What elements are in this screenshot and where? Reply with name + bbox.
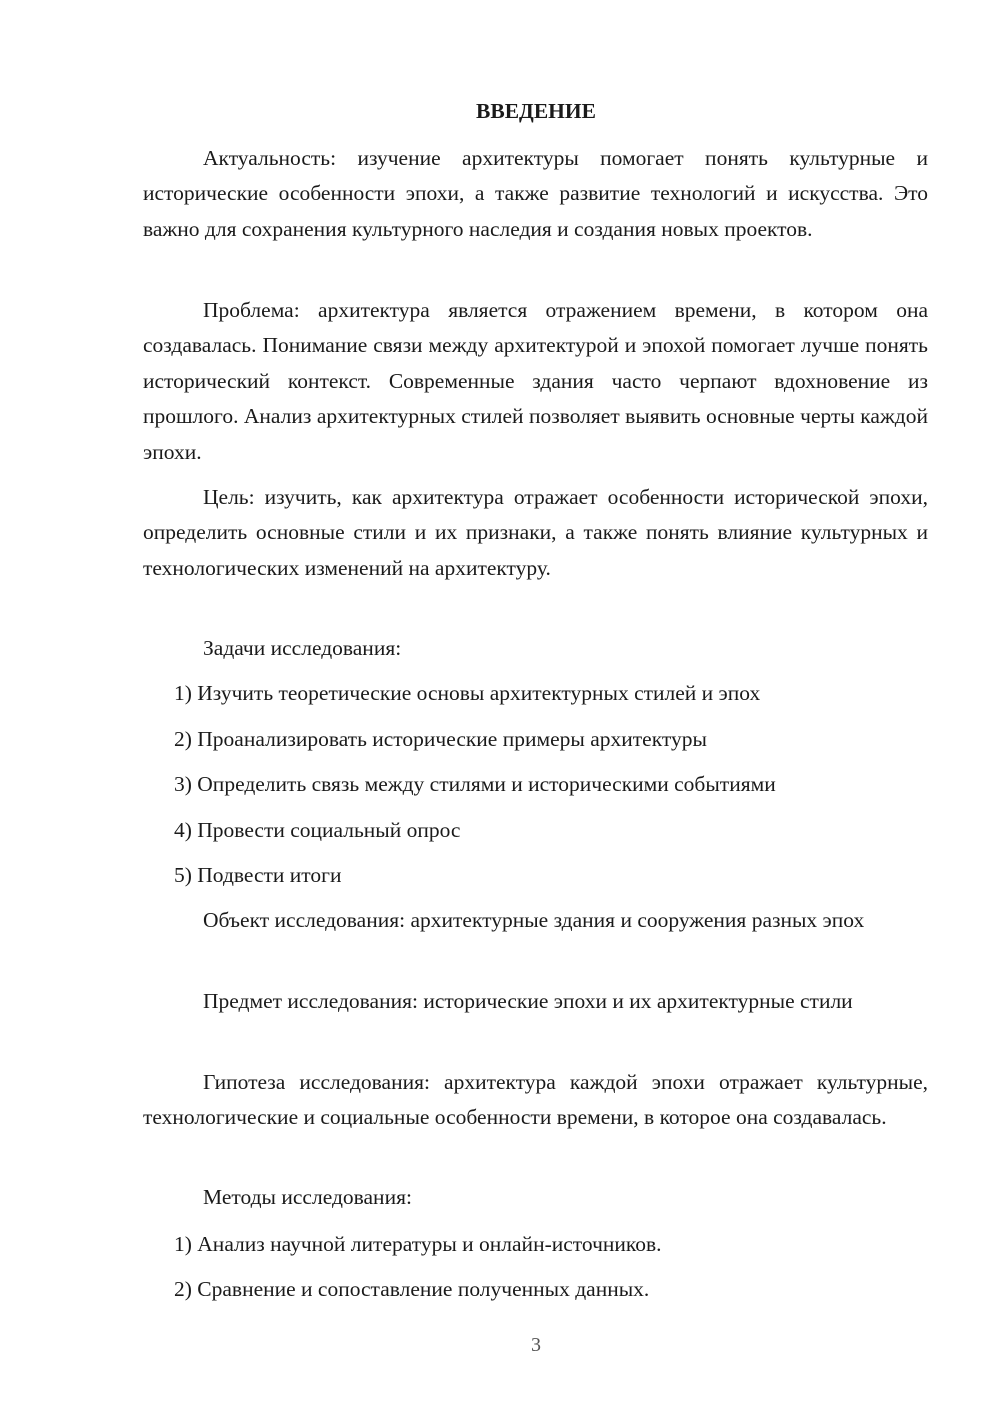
task-item: 3) Определить связь между стилями и историческими событиями bbox=[174, 772, 776, 796]
tasks-heading: Задачи исследования: bbox=[203, 636, 402, 660]
task-item: 2) Проанализировать исторические примеры архитектуры bbox=[174, 727, 707, 751]
method-item: 1) Анализ научной литературы и онлайн-источников. bbox=[174, 1232, 662, 1256]
page-number: 3 bbox=[531, 1334, 541, 1356]
page-title: ВВЕДЕНИЕ bbox=[476, 99, 596, 123]
paragraph-goal: Цель: изучить, как архитектура отражает особенности исторической эпохи, определить основные стили и их признаки, а также понять влияние культурных и технологических изменений на архитектуру. bbox=[143, 485, 928, 580]
paragraph-problem: Проблема: архитектура является отражением времени, в котором она создавалась. Понимание связи между архитектурой и эпохой помогает лучше понять исторический контекст. Современные здания часто черпают вдохновение из прошлого. Анализ архитектурных стилей позволяет выявить основные черты каждой эпохи. bbox=[143, 298, 928, 464]
paragraph-hypothesis: Гипотеза исследования: архитектура каждой эпохи отражает культурные, технологические и социальные особенности времени, в которое она создавалась. bbox=[143, 1070, 928, 1130]
paragraph-relevance: Актуальность: изучение архитектуры помогает понять культурные и исторические особенности эпохи, а также развитие технологий и искусства. Это важно для сохранения культурного наследия и создания новых проектов. bbox=[143, 146, 928, 241]
methods-heading: Методы исследования: bbox=[203, 1185, 412, 1209]
paragraph-subject: Предмет исследования: исторические эпохи и их архитектурные стили bbox=[203, 989, 853, 1013]
task-item: 4) Провести социальный опрос bbox=[174, 818, 461, 842]
paragraph-object: Объект исследования: архитектурные здания и сооружения разных эпох bbox=[203, 908, 865, 932]
task-item: 1) Изучить теоретические основы архитектурных стилей и эпох bbox=[174, 681, 761, 705]
method-item: 2) Сравнение и сопоставление полученных данных. bbox=[174, 1277, 650, 1301]
task-item: 5) Подвести итоги bbox=[174, 863, 342, 887]
